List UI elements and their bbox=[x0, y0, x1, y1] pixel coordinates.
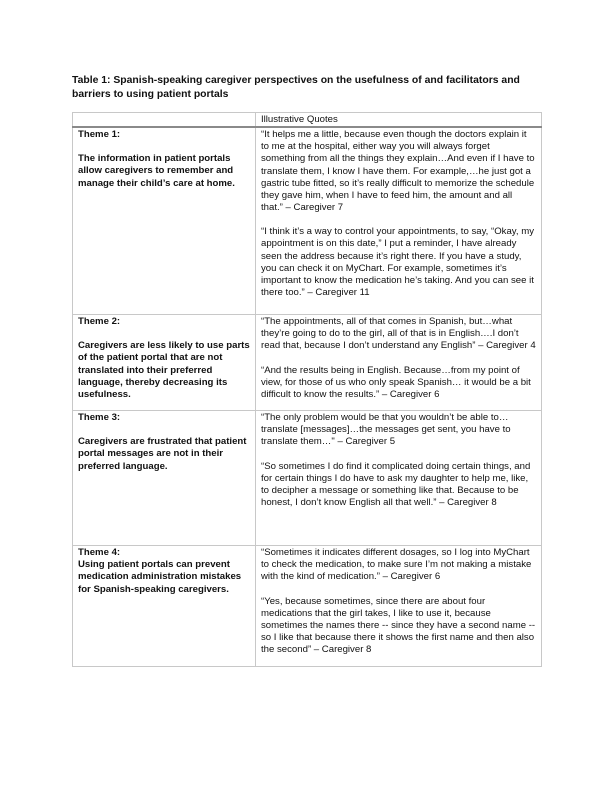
header-cell-theme bbox=[73, 113, 256, 128]
table-caption: Table 1: Spanish-speaking caregiver perspectives on the usefulness of and facilitators and barriers to using patient portals bbox=[72, 75, 520, 100]
quotes-cell bbox=[256, 411, 542, 546]
theme-label: Theme 3: bbox=[78, 412, 121, 424]
quote: “Yes, because sometimes, since there are about four medications that the girl takes, I like to use it, because sometimes the names there -- since they have a second name -- so I like that because there it shows the first name and then also the second” – Caregiver 8 bbox=[261, 595, 536, 656]
theme-cell bbox=[73, 546, 256, 667]
theme-cell bbox=[73, 411, 256, 546]
quotes-cell bbox=[256, 315, 542, 411]
quote: “Sometimes it indicates different dosages, so I log into MyChart to check the medication, to make sure I’m not making a mistake with the kind of medication.” – Caregiver 6 bbox=[261, 547, 532, 583]
table-row bbox=[73, 546, 542, 667]
quote: “So sometimes I do find it complicated doing certain things, and for certain things I do have to ask my daughter to help me, like, to decipher a message or something like that. Because to be honest, I don’t know English all that well.” – Caregiver 8 bbox=[261, 460, 531, 509]
theme-cell bbox=[73, 127, 256, 315]
quote: “The appointments, all of that comes in Spanish, but…what they’re going to do to the girl, all of that is in English….I don’t read that, because I don’t understand any English” – Caregiver 4 bbox=[261, 316, 536, 352]
theme-description: Caregivers are less likely to use parts of the patient portal that are not translated into their preferred language, thereby decreasing its usefulness. bbox=[78, 340, 250, 400]
quote: “I think it’s a way to control your appointments, to say, “Okay, my appointment is on this date,” I put a reminder, I have already seen the address because it’s right there. If you have a study, you can check it on MyChart. For example, sometimes it’s important to know the medication he’s taking. And you can see it there too.” – Caregiver 11 bbox=[261, 226, 534, 299]
table-row bbox=[73, 315, 542, 411]
quote: “It helps me a little, because even though the doctors explain it to me at the hospital, either way you will always forget something from all the things they explain…And even if I have to translate them, I know I have them. For example,…he just got a gastric tube fitted, so it’s really difficult to memorize the schedule they gave him, when I have to feed him, the amount and all that.” – Caregiver 7 bbox=[261, 129, 535, 214]
theme-description: Caregivers are frustrated that patient portal messages are not in their preferred language. bbox=[78, 436, 247, 472]
quote: “The only problem would be that you wouldn’t be able to… translate [messages]…the messages get sent, you have to translate them…" – Caregiver 5 bbox=[261, 412, 511, 448]
table-header-row bbox=[73, 113, 542, 128]
themes-table bbox=[72, 112, 542, 667]
quotes-cell bbox=[256, 127, 542, 315]
theme-description: Using patient portals can prevent medication administration mistakes for Spanish-speaking caregivers. bbox=[78, 559, 242, 595]
theme-label: Theme 1: bbox=[78, 129, 121, 141]
header-cell-quotes: Illustrative Quotes bbox=[256, 113, 542, 128]
table-row bbox=[73, 411, 542, 546]
theme-cell bbox=[73, 315, 256, 411]
table-row bbox=[73, 127, 542, 315]
theme-label: Theme 2: bbox=[78, 316, 121, 328]
quotes-cell bbox=[256, 546, 542, 667]
theme-label: Theme 4: bbox=[78, 547, 121, 559]
theme-description: The information in patient portals allow caregivers to remember and manage their child’s care at home. bbox=[78, 153, 235, 189]
quote: “And the results being in English. Because…from my point of view, for those of us who only speak Spanish… it would be a bit difficult to know the results.” – Caregiver 6 bbox=[261, 364, 531, 400]
